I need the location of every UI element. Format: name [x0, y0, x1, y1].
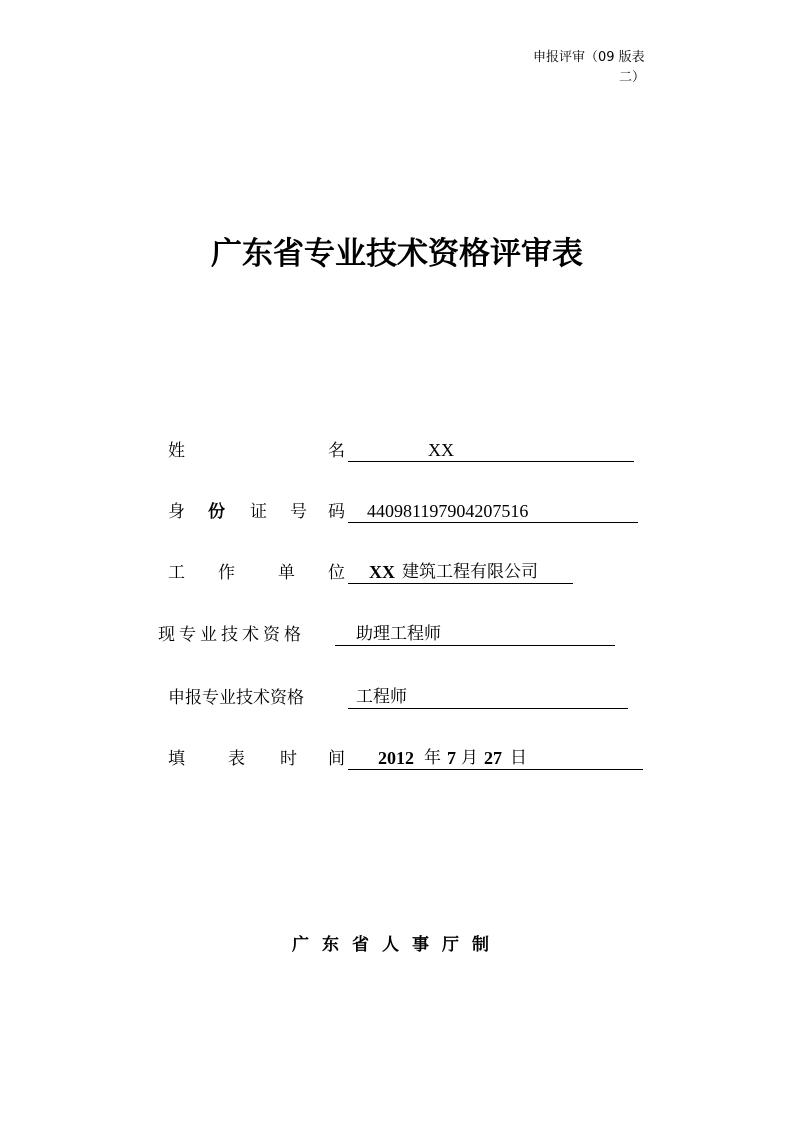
fill-date-field[interactable] — [348, 745, 643, 770]
fill-date-month: 7 — [447, 748, 456, 768]
fill-date-year-unit: 年 — [424, 748, 441, 768]
work-unit-label-char-3: 单 — [278, 563, 295, 583]
name-value: XX — [428, 440, 454, 460]
current-qualification-row — [0, 621, 794, 649]
work-unit-label-char-2: 作 — [218, 563, 235, 583]
id-label-char-3: 证 — [250, 502, 267, 522]
fill-date-label-char-4: 间 — [328, 749, 345, 769]
id-number-field[interactable] — [348, 498, 638, 523]
id-label-char-2: 份 — [208, 502, 225, 522]
fill-date-day: 27 — [484, 748, 502, 768]
applied-qualification-field[interactable] — [348, 684, 628, 709]
name-label-char-1: 姓 — [168, 441, 185, 461]
form-version-label: 申报评审（09 版表 — [533, 50, 645, 65]
name-label-char-2: 名 — [328, 441, 345, 461]
current-qualification-field[interactable] — [335, 621, 615, 646]
work-unit-field[interactable] — [348, 559, 573, 584]
current-qualification-label: 现专业技术资格 — [158, 625, 305, 645]
name-field[interactable] — [348, 437, 634, 462]
applied-qualification-value: 工程师 — [356, 687, 407, 707]
work-unit-value-prefix: XX — [369, 562, 395, 582]
fill-date-label-char-3: 时 — [280, 749, 297, 769]
name-row — [0, 437, 794, 465]
fill-date-label-char-2: 表 — [228, 749, 245, 769]
fill-date-month-unit: 月 — [461, 748, 478, 768]
id-number-row — [0, 498, 794, 526]
applied-qualification-label: 申报专业技术资格 — [168, 688, 304, 708]
work-unit-row — [0, 559, 794, 587]
applied-qualification-row — [0, 684, 794, 712]
issuer-footer: 广东省人事厅制 — [292, 935, 502, 955]
fill-date-label-char-1: 填 — [168, 749, 185, 769]
form-version-label-continued: 二） — [619, 70, 646, 85]
id-label-char-4: 号 — [290, 502, 307, 522]
work-unit-label-char-4: 位 — [328, 563, 345, 583]
work-unit-value-suffix: 建筑工程有限公司 — [402, 562, 538, 582]
fill-date-year: 2012 — [378, 748, 414, 768]
id-number-value: 440981197904207516 — [367, 501, 529, 521]
fill-date-day-unit: 日 — [510, 748, 527, 768]
id-label-char-1: 身 — [168, 502, 185, 522]
work-unit-label-char-1: 工 — [168, 563, 185, 583]
fill-date-row — [0, 745, 794, 773]
current-qualification-value: 助理工程师 — [356, 624, 441, 644]
page-title: 广东省专业技术资格评审表 — [211, 236, 583, 272]
id-label-char-5: 码 — [328, 502, 345, 522]
